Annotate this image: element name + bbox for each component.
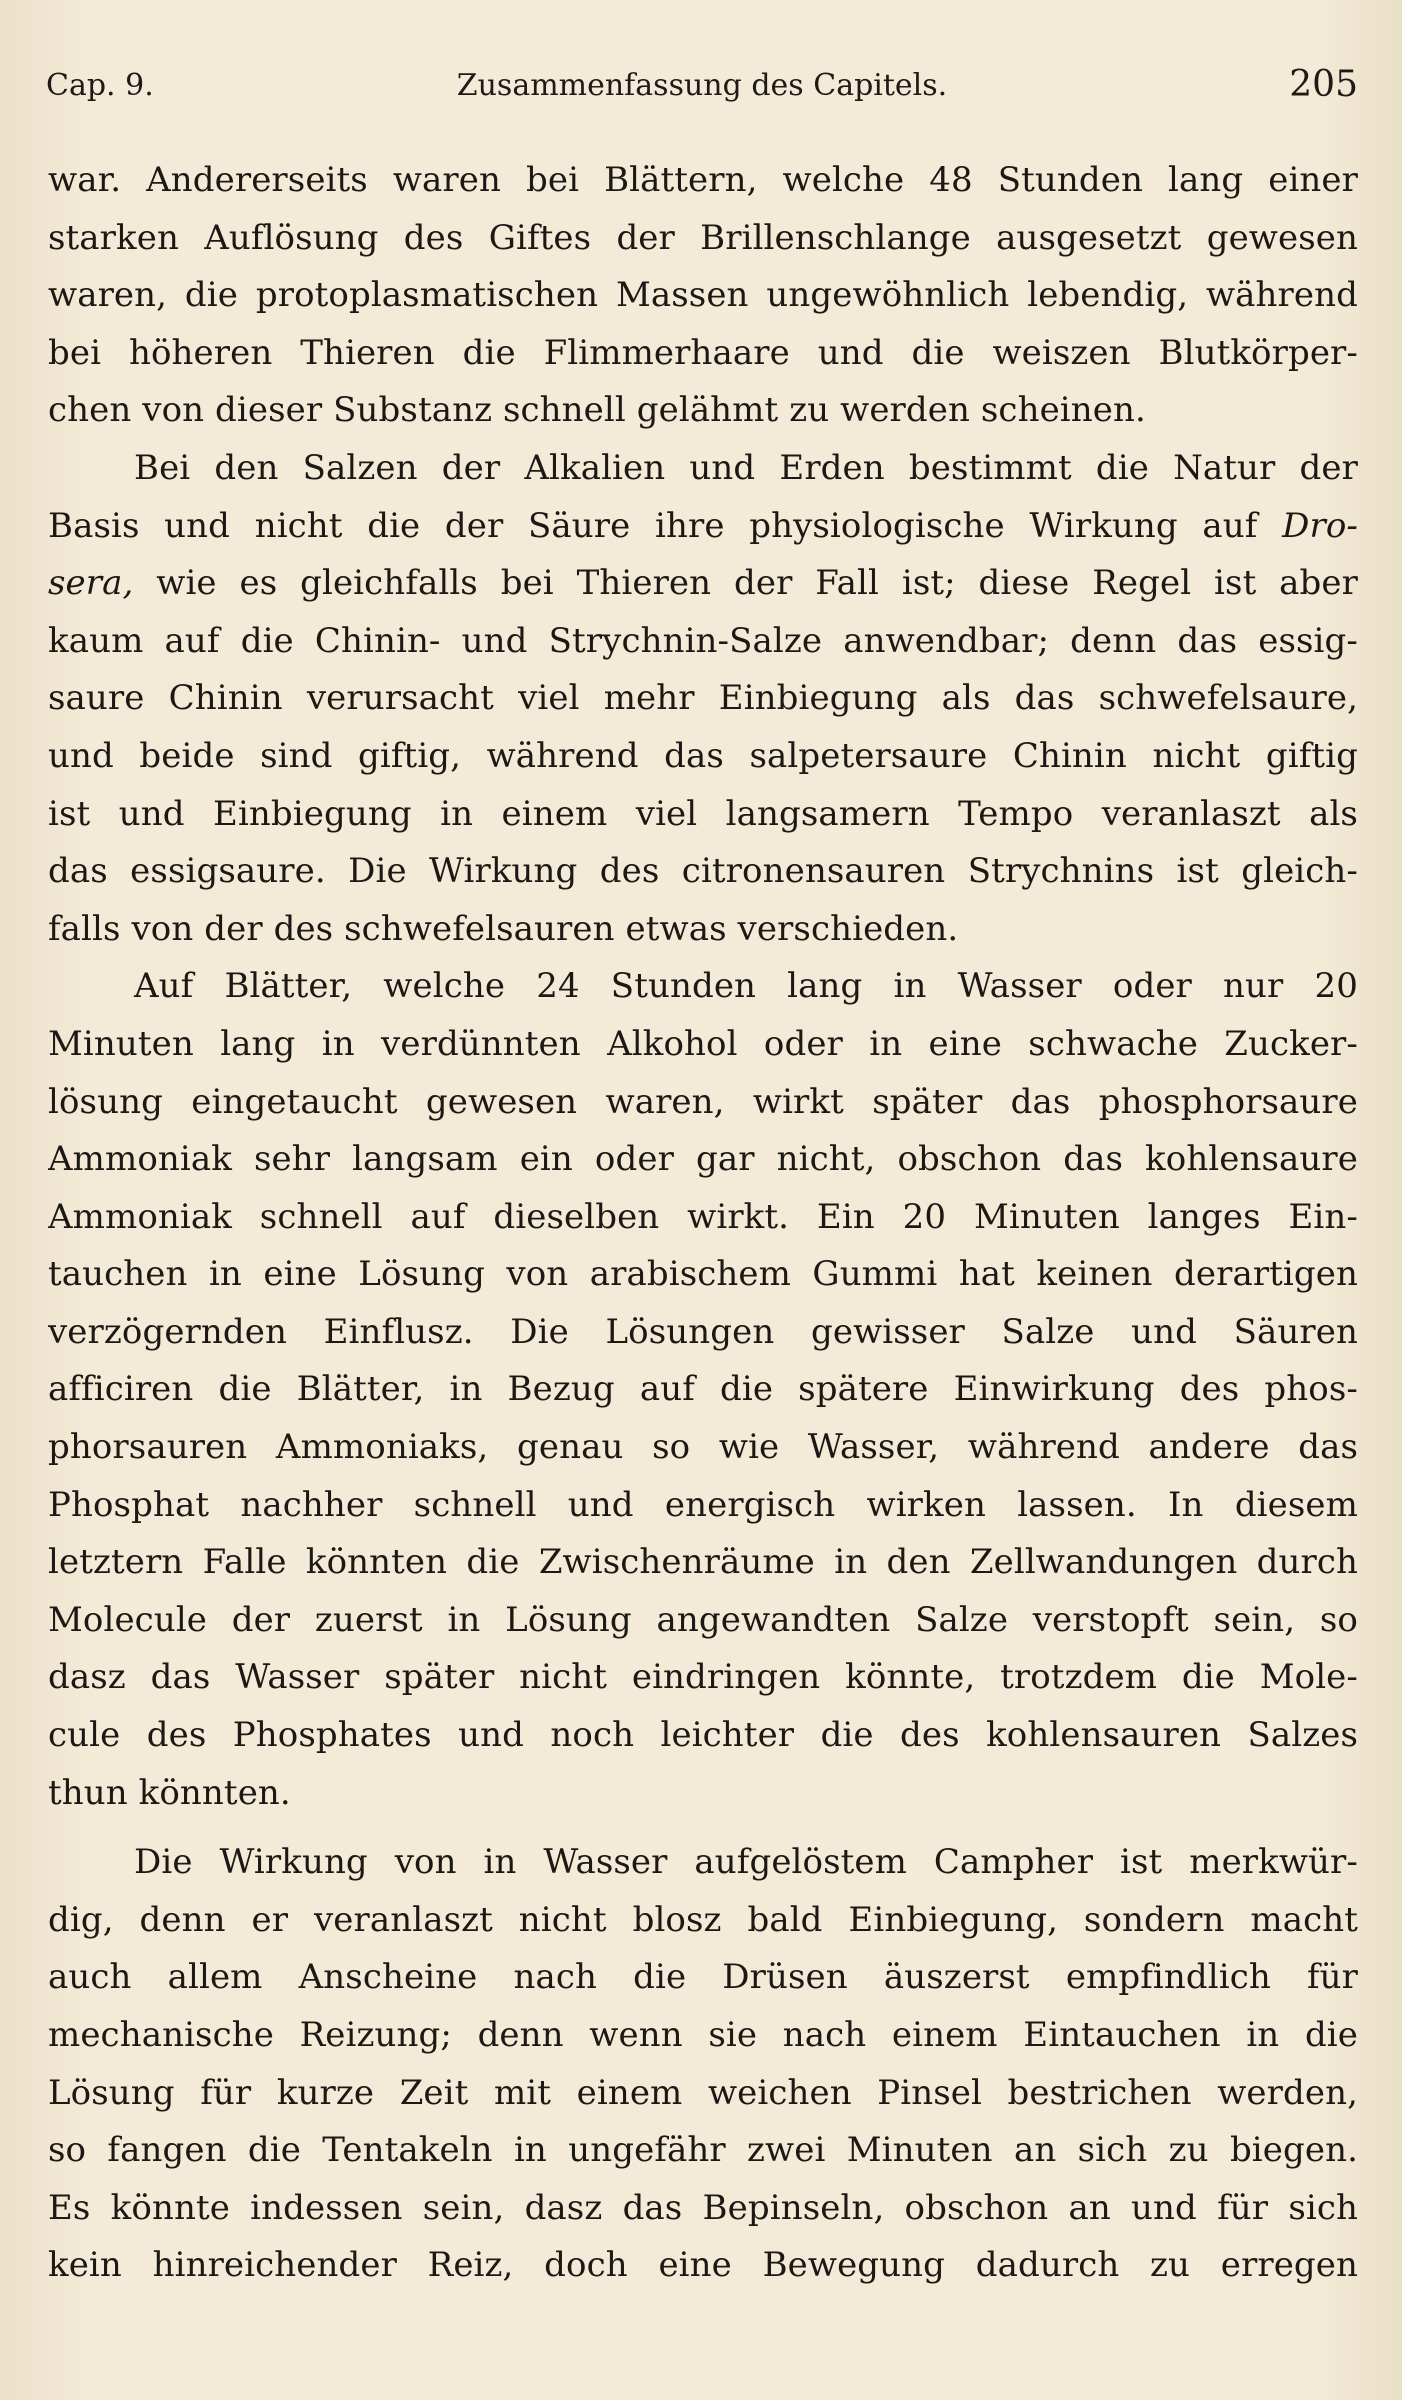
text-line: Ammoniak sehr langsam ein oder gar nicht, obschon das kohlensaure: [48, 1139, 1358, 1180]
text-line: war. Andererseits waren bei Blättern, welche 48 Stunden lang einer: [48, 160, 1358, 200]
text-line: bei höheren Thieren die Flimmerhaare und die weiszen Blutkörper-: [48, 332, 1358, 373]
text-line: mechanische Reizung; denn wenn sie nach einem Eintauchen in die: [48, 2015, 1358, 2055]
text-line: Lösung für kurze Zeit mit einem weichen Pinsel bestrichen werden,: [48, 2072, 1358, 2113]
text-line: Ammoniak schnell auf dieselben wirkt. Ein 20 Minuten langes Ein-: [48, 1196, 1358, 1237]
text-line: Molecule der zuerst in Lösung angewandten Salze verstopft sein, so: [48, 1599, 1358, 1640]
text-line: kein hinreichender Reiz, doch eine Bewegung dadurch zu erregen: [48, 2245, 1358, 2286]
text-line: afficiren die Blätter, in Bezug auf die spätere Einwirkung des phos-: [48, 1369, 1358, 1410]
text-line: sera, wie es gleichfalls bei Thieren der Fall ist; diese Regel ist aber: [48, 563, 1358, 604]
text-line: letztern Falle könnten die Zwischenräume in den Zellwandungen durch: [48, 1542, 1358, 1583]
text-line: Phosphat nachher schnell und energisch wirken lassen. In diesem: [48, 1484, 1358, 1525]
running-title: Zusammenfassung des Capitels.: [456, 68, 948, 103]
paragraph: [48, 440, 1358, 958]
text-line: Bei den Salzen der Alkalien und Erden bestimmt die Natur der: [134, 447, 1358, 488]
text-line: lösung eingetaucht gewesen waren, wirkt später das phosphorsaure: [48, 1081, 1358, 1122]
text-line: cule des Phosphates und noch leichter die des kohlensauren Salzes: [48, 1715, 1358, 1756]
text-line: Basis und nicht die der Säure ihre physiologische Wirkung auf Dro-: [48, 505, 1358, 546]
text-line: und beide sind giftig, während das salpetersaure Chinin nicht giftig: [48, 735, 1358, 776]
text-line: starken Auflösung des Giftes der Brillenschlange ausgesetzt gewesen: [48, 217, 1358, 258]
text-line: dig, denn er veranlaszt nicht blosz bald Einbiegung, sondern macht: [48, 1899, 1358, 1940]
text-line: Minuten lang in verdünnten Alkohol oder in eine schwache Zucker-: [48, 1023, 1358, 1064]
paragraph: [48, 1834, 1358, 2295]
paragraph-gap: [48, 1822, 1358, 1834]
text-line: verzögernden Einflusz. Die Lösungen gewisser Salze und Säuren: [48, 1311, 1358, 1352]
paragraph: [48, 152, 1358, 440]
text-line: dasz das Wasser später nicht eindringen könnte, trotzdem die Mole-: [48, 1657, 1358, 1698]
chapter-label: Cap. 9.: [46, 68, 154, 103]
text-line: Auf Blätter, welche 24 Stunden lang in Wasser oder nur 20: [134, 966, 1358, 1007]
text-line: chen von dieser Substanz schnell gelähmt zu werden scheinen.: [48, 390, 1146, 431]
page-header: [46, 64, 1358, 118]
page-number: 205: [1289, 64, 1358, 105]
text-line: Es könnte indessen sein, dasz das Bepinseln, obschon an und für sich: [48, 2187, 1358, 2228]
body-text: [48, 152, 1358, 2295]
text-line: saure Chinin verursacht viel mehr Einbiegung als das schwefelsaure,: [48, 678, 1358, 719]
text-line: kaum auf die Chinin- und Strychnin-Salze anwendbar; denn das essig-: [48, 620, 1358, 661]
text-line: tauchen in eine Lösung von arabischem Gummi hat keinen derartigen: [48, 1254, 1358, 1295]
text-line: thun könnten.: [48, 1772, 291, 1813]
text-line: ist und Einbiegung in einem viel langsamern Tempo veranlaszt als: [48, 793, 1358, 834]
paragraph: [48, 958, 1358, 1822]
text-line: phorsauren Ammoniaks, genau so wie Wasser, während andere das: [48, 1427, 1358, 1468]
text-line: Die Wirkung von in Wasser aufgelöstem Campher ist merkwür-: [134, 1842, 1358, 1883]
text-line: auch allem Anscheine nach die Drüsen äuszerst empfindlich für: [48, 1957, 1358, 1998]
text-line: waren, die protoplasmatischen Massen ungewöhnlich lebendig, während: [48, 275, 1358, 316]
text-line: das essigsaure. Die Wirkung des citronensauren Strychnins ist gleich-: [48, 851, 1358, 892]
text-line: falls von der des schwefelsauren etwas verschieden.: [48, 908, 959, 949]
text-line: so fangen die Tentakeln in ungefähr zwei Minuten an sich zu biegen.: [48, 2130, 1358, 2171]
